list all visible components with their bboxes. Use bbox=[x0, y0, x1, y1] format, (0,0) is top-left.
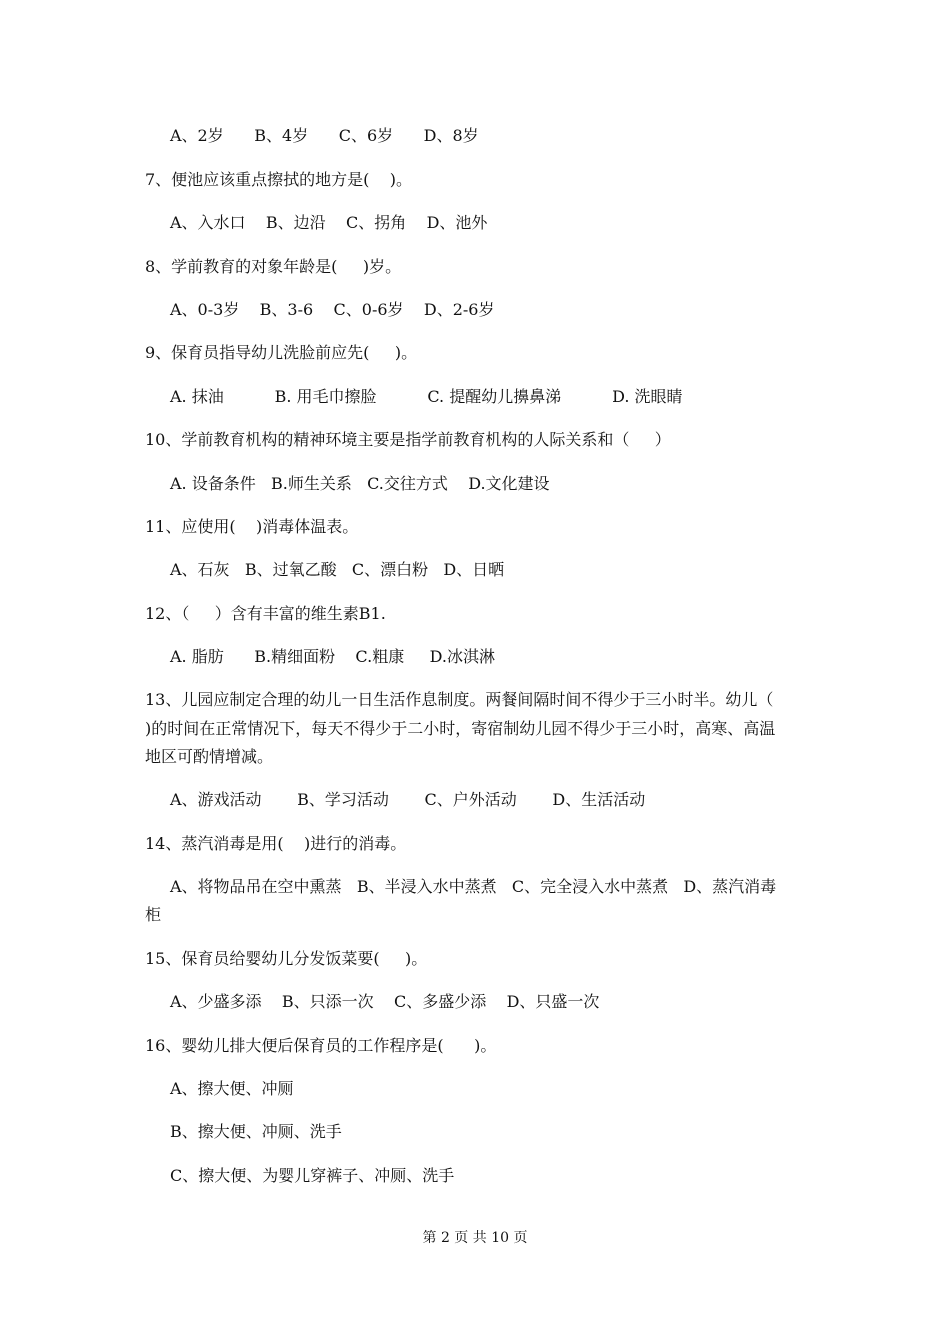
answer-options: A、将物品吊在空中熏蒸 B、半浸入水中蒸煮 C、完全浸入水中蒸煮 D、蒸汽消毒 bbox=[170, 877, 777, 896]
question-text: 11、应使用( )消毒体温表。 bbox=[145, 517, 359, 536]
question-text: 12、（ ）含有丰富的维生素B1. bbox=[145, 604, 386, 623]
question-text: 16、婴幼儿排大便后保育员的工作程序是( )。 bbox=[145, 1036, 497, 1055]
answer-options: A、石灰 B、过氧乙酸 C、漂白粉 D、日晒 bbox=[170, 560, 505, 579]
answer-options: A、擦大便、冲厕 bbox=[170, 1079, 294, 1098]
answer-options: A、入水口 B、边沿 C、拐角 D、池外 bbox=[170, 213, 488, 232]
question-text: 14、蒸汽消毒是用( )进行的消毒。 bbox=[145, 834, 407, 853]
answer-options: A、0-3岁 B、3-6 C、0-6岁 D、2-6岁 bbox=[170, 300, 495, 319]
answer-options: A. 抹油 B. 用毛巾擦脸 C. 提醒幼儿擤鼻涕 D. 洗眼睛 bbox=[170, 387, 683, 406]
answer-options: A. 脂肪 B.精细面粉 C.粗康 D.冰淇淋 bbox=[170, 647, 495, 666]
answer-options: B、擦大便、冲厕、洗手 bbox=[170, 1122, 342, 1141]
question-text: 8、学前教育的对象年龄是( )岁。 bbox=[145, 257, 402, 276]
page-footer: 第 2 页 共 10 页 bbox=[422, 1230, 528, 1246]
question-text: 15、保育员给婴幼儿分发饭菜要( )。 bbox=[145, 949, 428, 968]
answer-options: A、游戏活动 B、学习活动 C、户外活动 D、生活活动 bbox=[170, 790, 646, 809]
answer-options: A、少盛多添 B、只添一次 C、多盛少添 D、只盛一次 bbox=[170, 992, 600, 1011]
answer-options: C、擦大便、为婴儿穿裤子、冲厕、洗手 bbox=[170, 1166, 455, 1185]
question-text: 10、学前教育机构的精神环境主要是指学前教育机构的人际关系和（ ） bbox=[145, 430, 671, 449]
question-text: 9、保育员指导幼儿洗脸前应先( )。 bbox=[145, 343, 418, 362]
question-text-continued: 柜 bbox=[145, 905, 162, 924]
question-text: 13、儿园应制定合理的幼儿一日生活作息制度。两餐间隔时间不得少于三小时半。幼儿（ bbox=[145, 690, 774, 709]
question-text-continued: )的时间在正常情况下，每天不得少于二小时，寄宿制幼儿园不得少于三小时，高寒、高温 bbox=[145, 719, 776, 738]
answer-options: A. 设备条件 B.师生关系 C.交往方式 D.文化建设 bbox=[170, 474, 550, 493]
question-text-continued: 地区可酌情增减。 bbox=[145, 747, 274, 766]
answer-options: A、2岁 B、4岁 C、6岁 D、8岁 bbox=[170, 126, 479, 145]
question-text: 7、便池应该重点擦拭的地方是( )。 bbox=[145, 170, 413, 189]
